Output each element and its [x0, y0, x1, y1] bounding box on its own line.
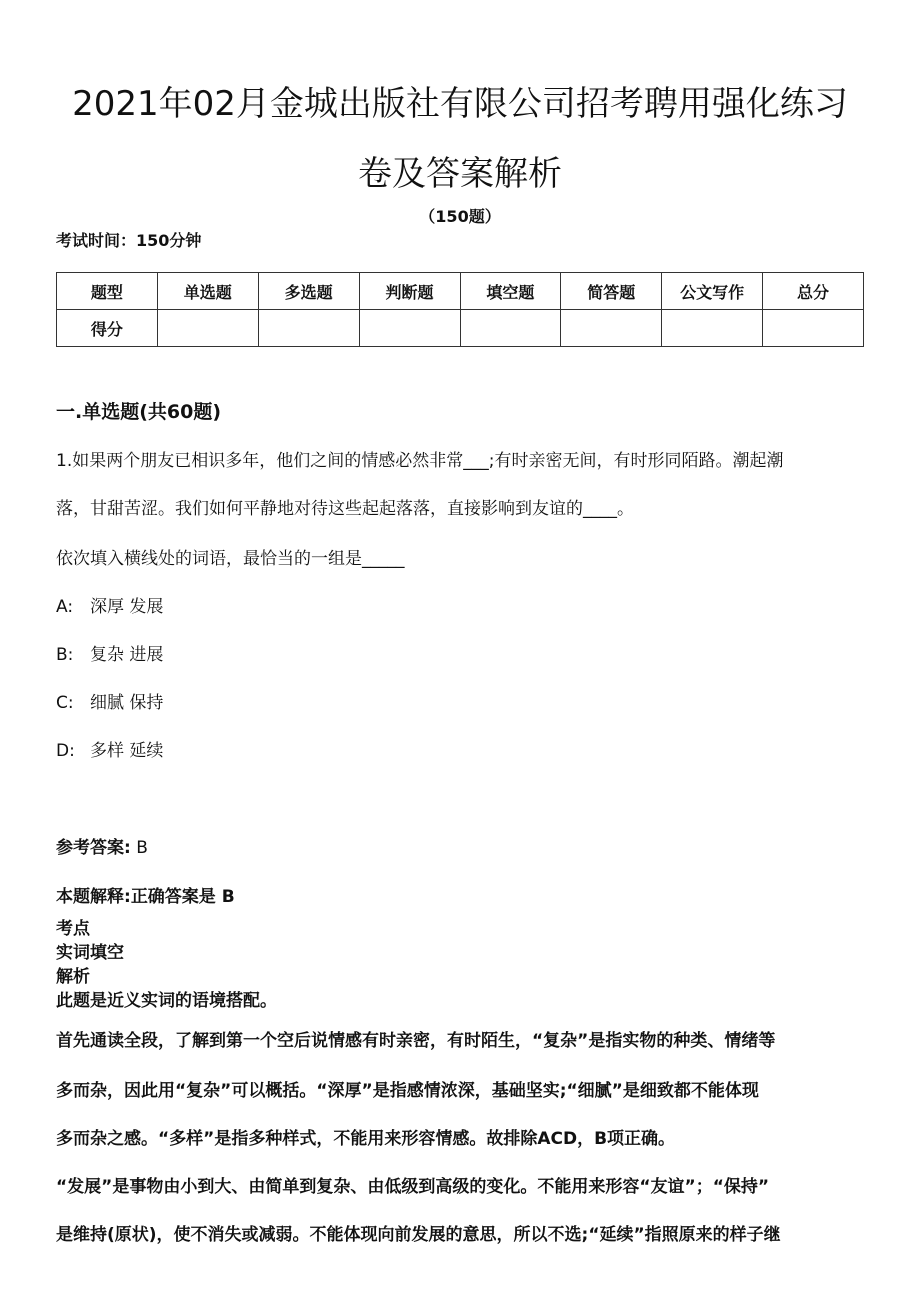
option-d — [56, 736, 163, 761]
score-cell — [258, 310, 359, 347]
explanation-paragraph-line1: 首先通读全段，了解到第一个空后说情感有时亲密，有时陌生，“复杂”是指实物的种类、情绪等 — [56, 1031, 776, 1051]
option-text: 细腻 保持 — [90, 693, 164, 713]
header-cell-writing: 公文写作 — [662, 273, 763, 310]
header-cell-judge: 判断题 — [359, 273, 460, 310]
option-text: 多样 延续 — [90, 741, 164, 761]
score-cell — [157, 310, 258, 347]
document-title-line1: 2021年02月金城出版社有限公司招考聘用强化练习 — [72, 84, 848, 124]
section-title: 一.单选题(共60题) — [56, 401, 222, 423]
score-table-score-row — [57, 310, 864, 347]
header-cell-short: 简答题 — [561, 273, 662, 310]
option-text: 复杂 进展 — [90, 645, 164, 665]
header-cell-single: 单选题 — [157, 273, 258, 310]
question-text-line2: 落，甘甜苦涩。我们如何平静地对待这些起起落落，直接影响到友谊的____。 — [56, 499, 634, 519]
explanation-label: 本题解释: — [56, 887, 131, 907]
score-row-label: 得分 — [57, 310, 158, 347]
score-cell — [460, 310, 561, 347]
option-b — [56, 640, 163, 665]
option-letter: B: — [56, 645, 74, 665]
explanation-paragraph-line5: 是维持(原状)，使不消失或减弱。不能体现向前发展的意思，所以不选;“延续”指照原来的样子继 — [56, 1225, 781, 1245]
option-letter: C: — [56, 693, 74, 713]
answer-label: 参考答案: — [56, 838, 131, 858]
explanation-paragraph-line3: 多而杂之感。“多样”是指多种样式，不能用来形容情感。故排除ACD，B项正确。 — [56, 1129, 676, 1149]
answer-value: B — [130, 838, 148, 858]
score-table-header-row — [57, 273, 864, 310]
explanation-tag-kaodian: 考点 — [56, 919, 90, 939]
explanation-summary: 此题是近义实词的语境搭配。 — [56, 991, 277, 1011]
option-letter: A: — [56, 597, 74, 617]
explanation-paragraph-line4: “发展”是事物由小到大、由简单到复杂、由低级到高级的变化。不能用来形容“友谊”；“保持” — [56, 1177, 770, 1197]
reference-answer — [56, 833, 148, 858]
explanation-paragraph-line2: 多而杂，因此用“复杂”可以概括。“深厚”是指感情浓深，基础坚实;“细腻”是细致都不能体现 — [56, 1081, 759, 1101]
score-cell — [662, 310, 763, 347]
score-cell — [359, 310, 460, 347]
score-cell — [763, 310, 864, 347]
header-cell-total: 总分 — [763, 273, 864, 310]
header-cell-fill: 填空题 — [460, 273, 561, 310]
explanation-value: 正确答案是 B — [130, 887, 235, 907]
question-text-line1: 1.如果两个朋友已相识多年，他们之间的情感必然非常___;有时亲密无间，有时形同陌路。潮起潮 — [56, 451, 784, 471]
option-text: 深厚 发展 — [90, 597, 164, 617]
score-table — [56, 272, 864, 347]
question-prompt: 依次填入横线处的词语，最恰当的一组是_____ — [56, 549, 405, 569]
score-cell — [561, 310, 662, 347]
question-count: （150题） — [419, 207, 501, 226]
explanation-header — [56, 882, 235, 907]
explanation-tag-category: 实词填空 — [56, 943, 124, 963]
exam-time: 考试时间：150分钟 — [56, 231, 202, 250]
header-cell-multi: 多选题 — [258, 273, 359, 310]
header-cell-type: 题型 — [57, 273, 158, 310]
explanation-tag-analysis: 解析 — [56, 967, 90, 987]
document-title-line2: 卷及答案解析 — [358, 154, 562, 194]
option-letter: D: — [56, 741, 75, 761]
option-c — [56, 688, 163, 713]
option-a — [56, 592, 163, 617]
